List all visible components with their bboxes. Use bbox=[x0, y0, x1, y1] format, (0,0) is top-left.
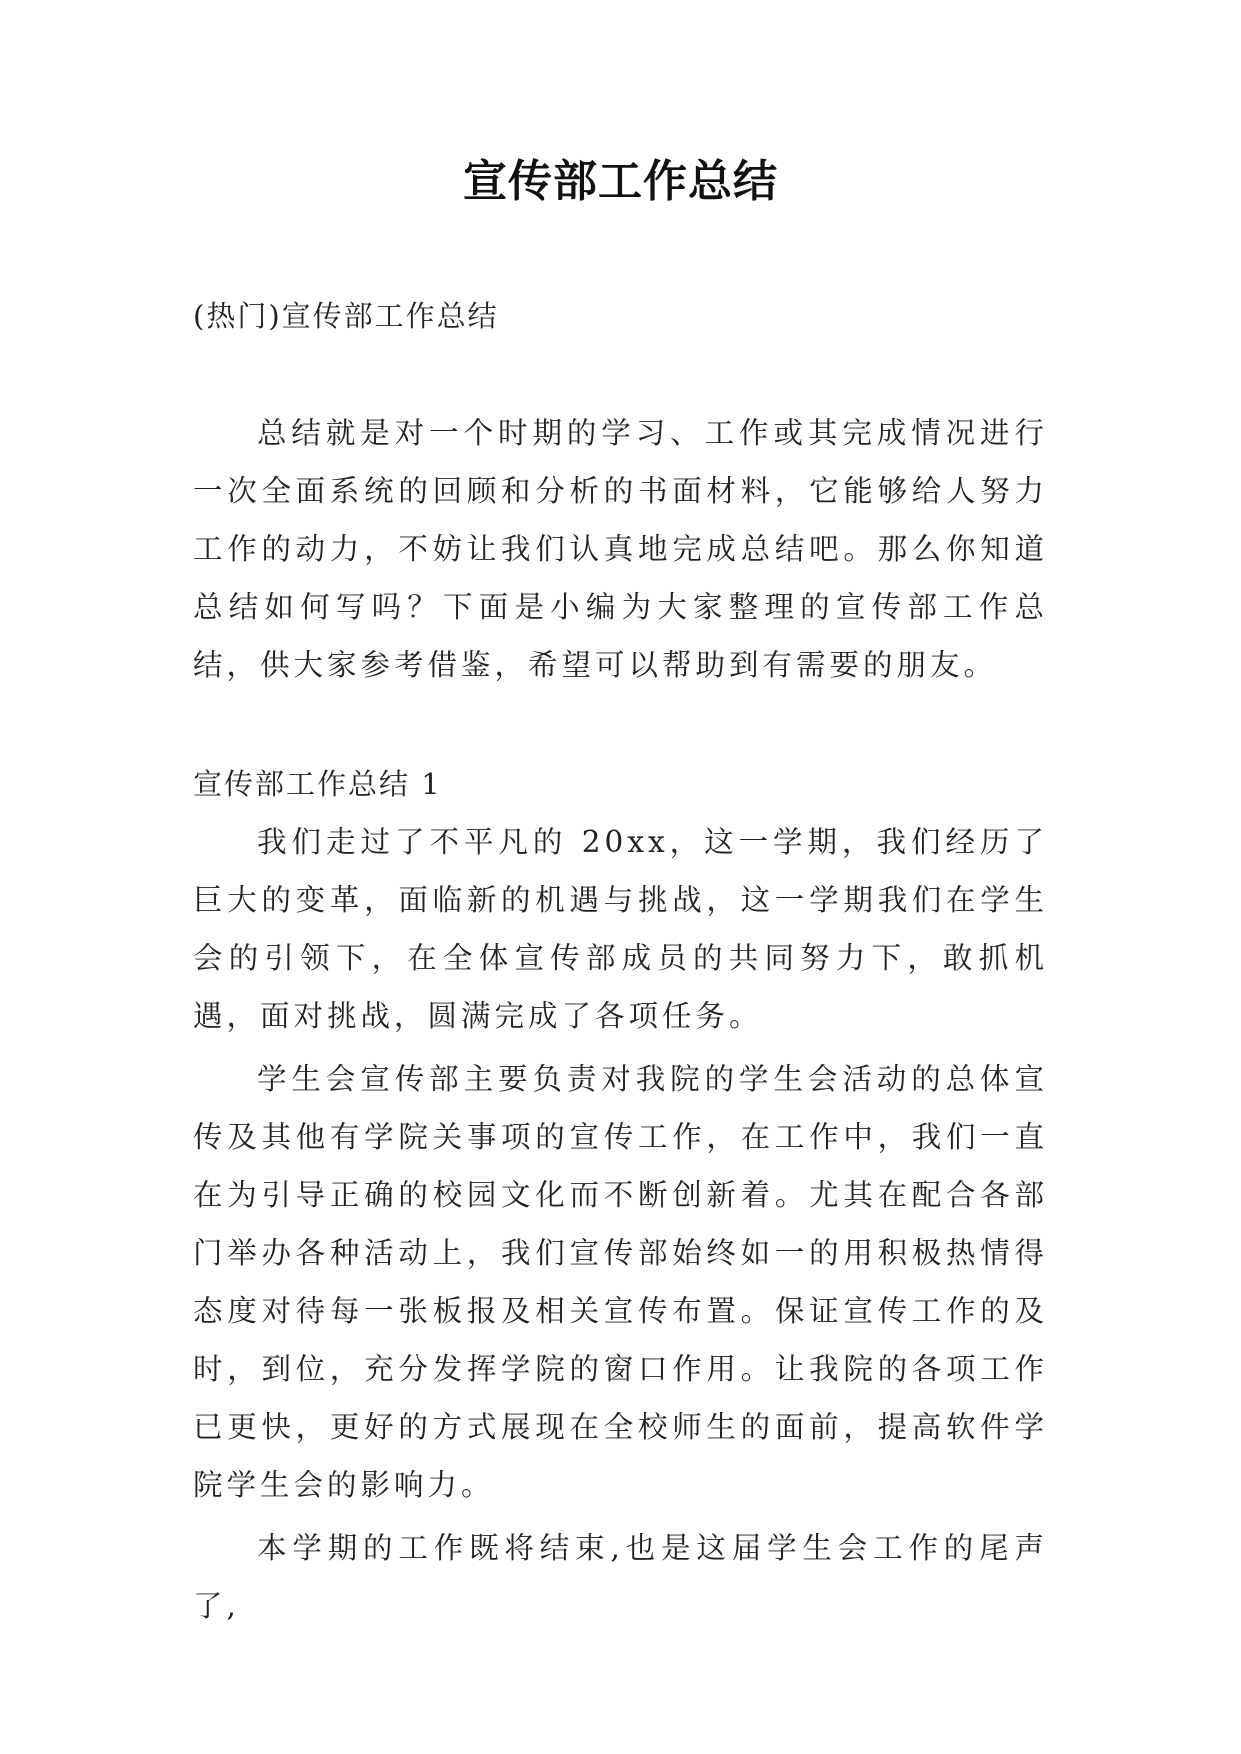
intro-paragraph: 总结就是对一个时期的学习、工作或其完成情况进行一次全面系统的回顾和分析的书面材料，它能够给人努力工作的动力，不妨让我们认真地完成总结吧。那么你知道总结如何写吗？下面是小编为大家整理的宣传部工作总结，供大家参考借鉴，希望可以帮助到有需要的朋友。 bbox=[193, 416, 1048, 682]
document-subtitle: (热门)宣传部工作总结 bbox=[193, 299, 499, 333]
section-1-paragraph-2: 学生会宣传部主要负责对我院的学生会活动的总体宣传及其他有学院关事项的宣传工作，在工作中，我们一直在为引导正确的校园文化而不断创新着。尤其在配合各部门举办各种活动上，我们宣传部始终如一的用积极热情得态度对待每一张板报及相关宣传布置。保证宣传工作的及时，到位，充分发挥学院的窗口作用。让我院的各项工作已更快，更好的方式展现在全校师生的面前，提高软件学院学生会的影响力。 bbox=[193, 1062, 1048, 1502]
section-1-body bbox=[193, 813, 1048, 1635]
section-1-heading: 宣传部工作总结 1 bbox=[193, 767, 442, 801]
document-title: 宣传部工作总结 bbox=[463, 156, 778, 207]
intro-section bbox=[193, 404, 1048, 694]
section-1-paragraph-3: 本学期的工作既将结束,也是这届学生会工作的尾声了, bbox=[193, 1531, 1048, 1623]
section-1-paragraph-1: 我们走过了不平凡的 20xx，这一学期，我们经历了巨大的变革，面临新的机遇与挑战，这一学期我们在学生会的引领下，在全体宣传部成员的共同努力下，敢抓机遇，面对挑战，圆满完成了各项任务。 bbox=[193, 825, 1048, 1033]
